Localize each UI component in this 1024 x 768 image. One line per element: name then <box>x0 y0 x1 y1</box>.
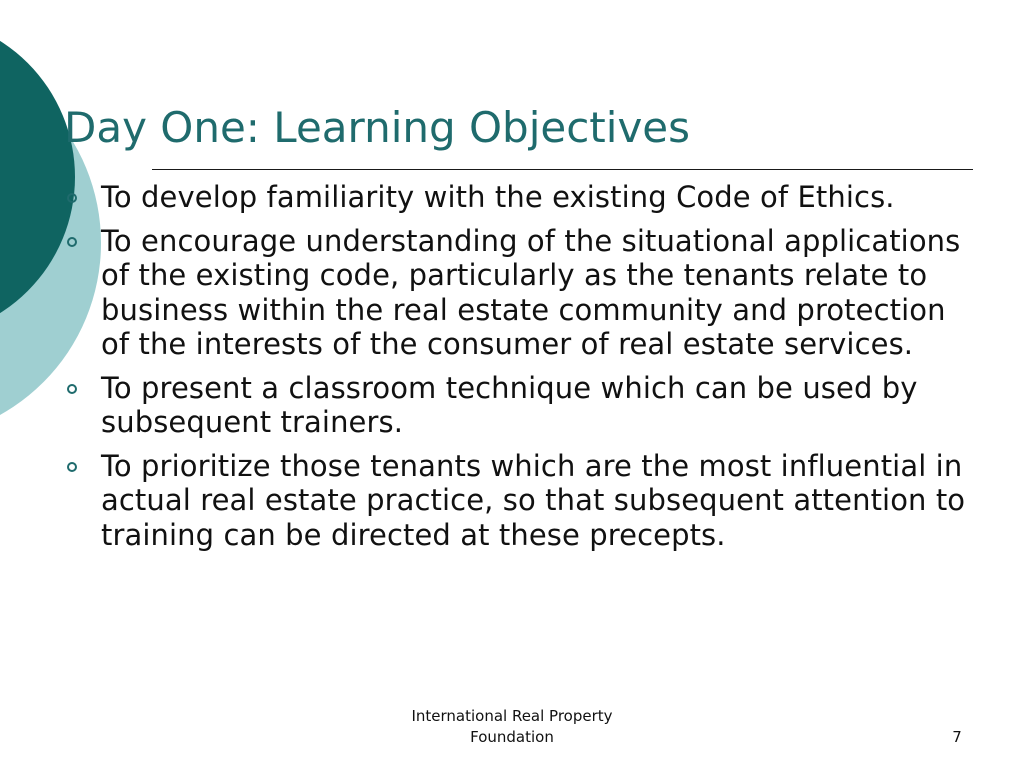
hollow-circle-bullet-icon <box>67 384 77 394</box>
list-item <box>60 449 980 553</box>
hollow-circle-bullet-icon <box>67 237 77 247</box>
list-item <box>60 371 980 440</box>
hollow-circle-bullet-icon <box>67 193 77 203</box>
footer-line-1: International Real Property <box>411 707 613 725</box>
footer-organization <box>382 706 642 748</box>
list-item <box>60 224 980 362</box>
page-number: 7 <box>952 728 962 746</box>
objectives-list <box>60 180 980 561</box>
bullet-text: To develop familiarity with the existing Code of Ethics. <box>101 180 895 214</box>
title-divider <box>152 169 973 170</box>
bullet-text: To present a classroom technique which can be used by subsequent trainers. <box>101 370 918 439</box>
bullet-text: To prioritize those tenants which are the most influential in actual real estate practice, so that subsequent attention to training can be directed at these precepts. <box>101 448 966 552</box>
slide-title: Day One: Learning Objectives <box>64 103 691 152</box>
hollow-circle-bullet-icon <box>67 462 77 472</box>
bullet-text: To encourage understanding of the situational applications of the existing code, particularly as the tenants relate to business within the real estate community and protection of the interests of the consumer of real estate services. <box>101 223 961 361</box>
footer-line-2: Foundation <box>470 728 554 746</box>
list-item <box>60 180 980 215</box>
